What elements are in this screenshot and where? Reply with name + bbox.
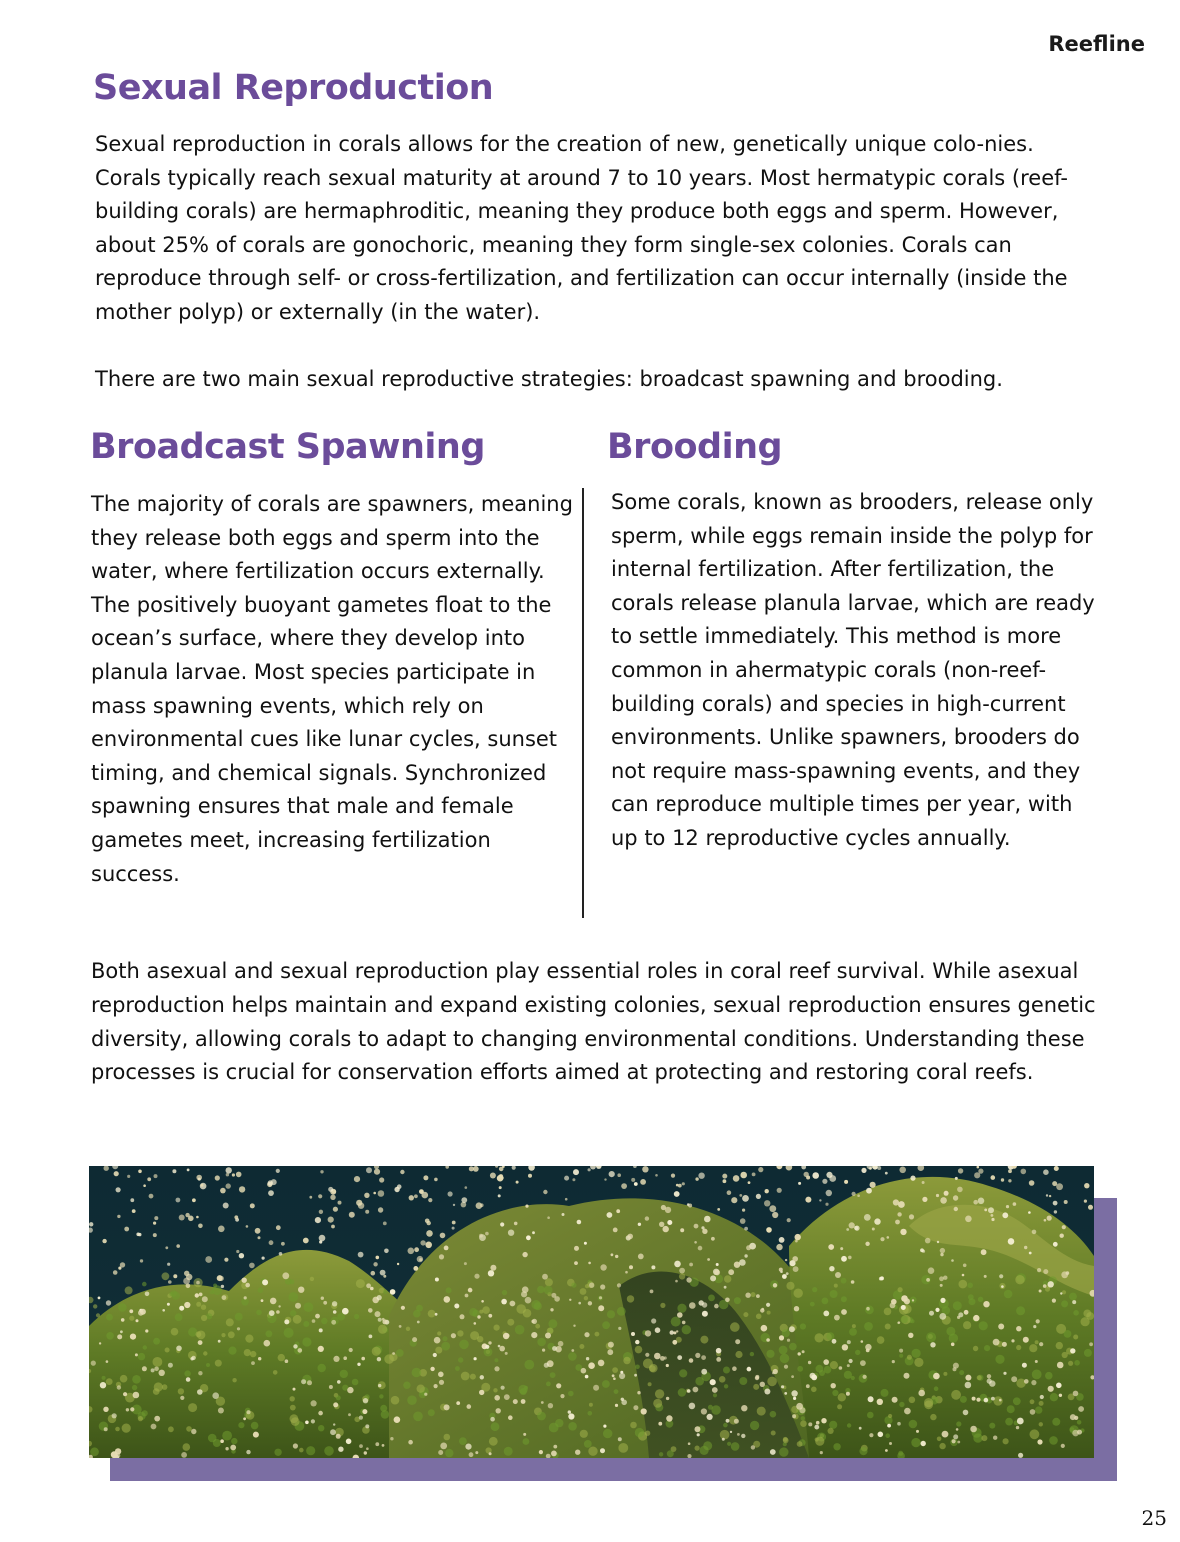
- brooding-heading: Brooding: [607, 427, 783, 467]
- brooding-body: Some corals, known as brooders, release only sperm, while eggs remain inside the polyp for internal fertilization. After fertilization, the corals release planula larvae, which are ready to settle immediately. This method is more common in ahermatypic corals (non-reef-building corals) and species in high-current environments. Unlike spawners, brooders do not require mass-spawning events, and they can reproduce multiple times per year, with up to 12 reproductive cycles annually.: [611, 490, 1095, 850]
- conclusion-paragraph: Both asexual and sexual reproduction play essential roles in coral reef survival. While asexual reproduction helps maintain and expand existing colonies, sexual reproduction ensures genetic diversity, allowing corals to adapt to changing environmental conditions. Understanding these processes is crucial for conservation efforts aimed at protecting and restoring coral reefs.: [91, 959, 1096, 1085]
- section-title: Sexual Reproduction: [93, 68, 494, 108]
- brand-logo: Reefline: [1048, 32, 1145, 56]
- page-number: 25: [1141, 1506, 1167, 1530]
- broadcast-spawning-body: The majority of corals are spawners, meaning they release both eggs and sperm into the water, where fertilization occurs externally. The positively buoyant gametes float to the ocean’s surface, where they develop into planula larvae. Most species participate in mass spawning events, which rely on environmental cues like lunar cycles, sunset timing, and chemical signals. Synchronized spawning ensures that male and female gametes meet, increasing fertilization success.: [91, 492, 573, 886]
- column-divider: [582, 488, 584, 918]
- broadcast-spawning-heading: Broadcast Spawning: [90, 427, 485, 467]
- strategies-paragraph: There are two main sexual reproductive strategies: broadcast spawning and brooding.: [95, 367, 1003, 391]
- intro-paragraph: Sexual reproduction in corals allows for the creation of new, genetically unique colo-nies. Corals typically reach sexual maturity at around 7 to 10 years. Most hermatypic corals (reef-building corals) are hermaphroditic, meaning they produce both eggs and sperm. However, about 25% of corals are gonochoric, meaning they form single-sex colonies. Corals can reproduce through self- or cross-fertilization, and fertilization can occur internally (inside the mother polyp) or externally (in the water).: [95, 132, 1068, 324]
- coral-spawning-photo: [89, 1166, 1094, 1458]
